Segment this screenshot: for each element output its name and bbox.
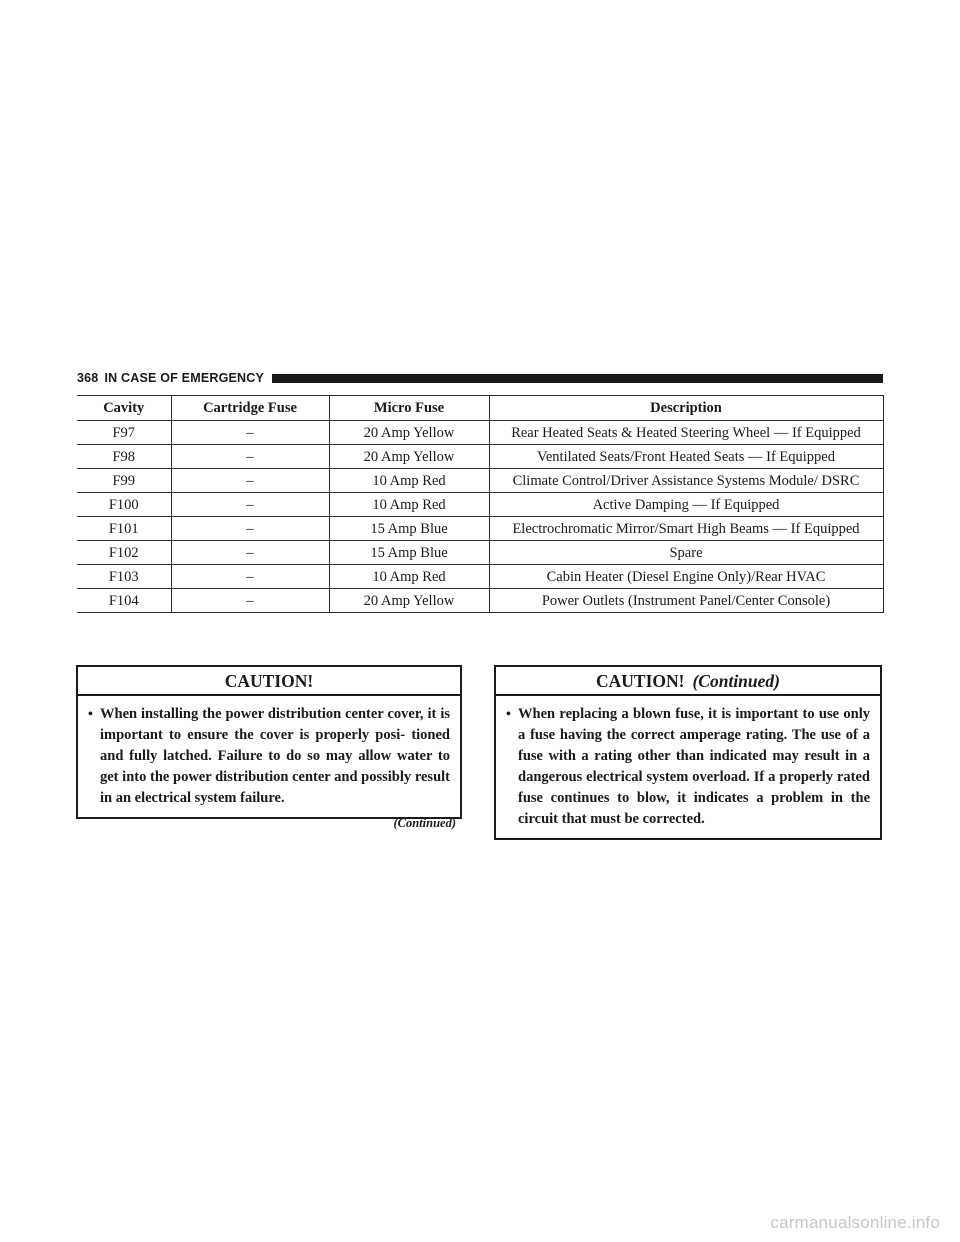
cell-micro-fuse: 10 Amp Red: [329, 565, 489, 589]
fuse-table: [77, 395, 884, 613]
watermark-text: carmanualsonline.info: [770, 1213, 940, 1232]
cell-cavity: F103: [77, 565, 171, 589]
table-row: [77, 517, 883, 541]
bullet-icon: •: [506, 707, 511, 722]
cell-description: Spare: [489, 541, 883, 565]
cell-cartridge-fuse: –: [171, 469, 329, 493]
section-title: IN CASE OF EMERGENCY: [104, 371, 265, 385]
caution-title-text: CAUTION!: [595, 671, 685, 691]
cell-cartridge-fuse: –: [171, 541, 329, 565]
cell-cartridge-fuse: –: [171, 589, 329, 613]
table-header-row: [77, 396, 883, 421]
cell-description: Power Outlets (Instrument Panel/Center Console): [489, 589, 883, 613]
table-row: [77, 421, 883, 445]
cell-micro-fuse: 20 Amp Yellow: [329, 589, 489, 613]
caution-text: When replacing a blown fuse, it is important to use only a fuse having the correct amperage rating. The use of a fuse with a rating other than indicated may result in a dangerous electrical system overload. If a properly rated fuse continues to blow, it indicates a problem in the circuit that must be corrected.: [518, 706, 870, 827]
cell-cartridge-fuse: –: [171, 565, 329, 589]
table-row: [77, 589, 883, 613]
page-number: 368: [77, 371, 99, 385]
cell-description: Climate Control/Driver Assistance Systems Module/ DSRC: [489, 469, 883, 493]
cell-micro-fuse: 15 Amp Blue: [329, 517, 489, 541]
caution-body: [496, 696, 880, 838]
column-header-micro-fuse: Micro Fuse: [329, 396, 489, 421]
header-rule: [272, 374, 883, 383]
table-row: [77, 541, 883, 565]
continued-note: (Continued): [393, 816, 456, 830]
caution-title-continued: (Continued): [692, 671, 780, 691]
cell-cartridge-fuse: –: [171, 421, 329, 445]
caution-body: [78, 696, 460, 817]
cell-cavity: F100: [77, 493, 171, 517]
column-header-cavity: Cavity: [77, 396, 171, 421]
cell-cavity: F101: [77, 517, 171, 541]
cell-description: Cabin Heater (Diesel Engine Only)/Rear HVAC: [489, 565, 883, 589]
caution-title: [496, 667, 880, 696]
cell-description: Ventilated Seats/Front Heated Seats — If Equipped: [489, 445, 883, 469]
table-row: [77, 469, 883, 493]
caution-box-cover: [76, 665, 462, 819]
table-row: [77, 493, 883, 517]
bullet-icon: •: [88, 707, 93, 722]
column-header-cartridge-fuse: Cartridge Fuse: [171, 396, 329, 421]
table-row: [77, 565, 883, 589]
caution-title: [78, 667, 460, 696]
cell-cartridge-fuse: –: [171, 517, 329, 541]
table-row: [77, 445, 883, 469]
cell-description: Active Damping — If Equipped: [489, 493, 883, 517]
cell-cavity: F99: [77, 469, 171, 493]
cell-description: Rear Heated Seats & Heated Steering Wheel — If Equipped: [489, 421, 883, 445]
cell-cavity: F104: [77, 589, 171, 613]
cell-micro-fuse: 20 Amp Yellow: [329, 445, 489, 469]
cell-micro-fuse: 10 Amp Red: [329, 493, 489, 517]
cell-cartridge-fuse: –: [171, 445, 329, 469]
running-header: [77, 370, 883, 386]
cell-cavity: F102: [77, 541, 171, 565]
cell-cartridge-fuse: –: [171, 493, 329, 517]
caution-title-text: CAUTION!: [224, 671, 314, 691]
cell-cavity: F97: [77, 421, 171, 445]
column-header-description: Description: [489, 396, 883, 421]
caution-box-fuse-rating: [494, 665, 882, 840]
caution-text: When installing the power distribution center cover, it is important to ensure the cover is properly posi- tioned and fully latched. Failure to do so may allow water to get into the power distribution center and possibly result in an electrical system failure.: [100, 706, 450, 806]
cell-micro-fuse: 20 Amp Yellow: [329, 421, 489, 445]
cell-micro-fuse: 15 Amp Blue: [329, 541, 489, 565]
cell-micro-fuse: 10 Amp Red: [329, 469, 489, 493]
cell-cavity: F98: [77, 445, 171, 469]
cell-description: Electrochromatic Mirror/Smart High Beams — If Equipped: [489, 517, 883, 541]
